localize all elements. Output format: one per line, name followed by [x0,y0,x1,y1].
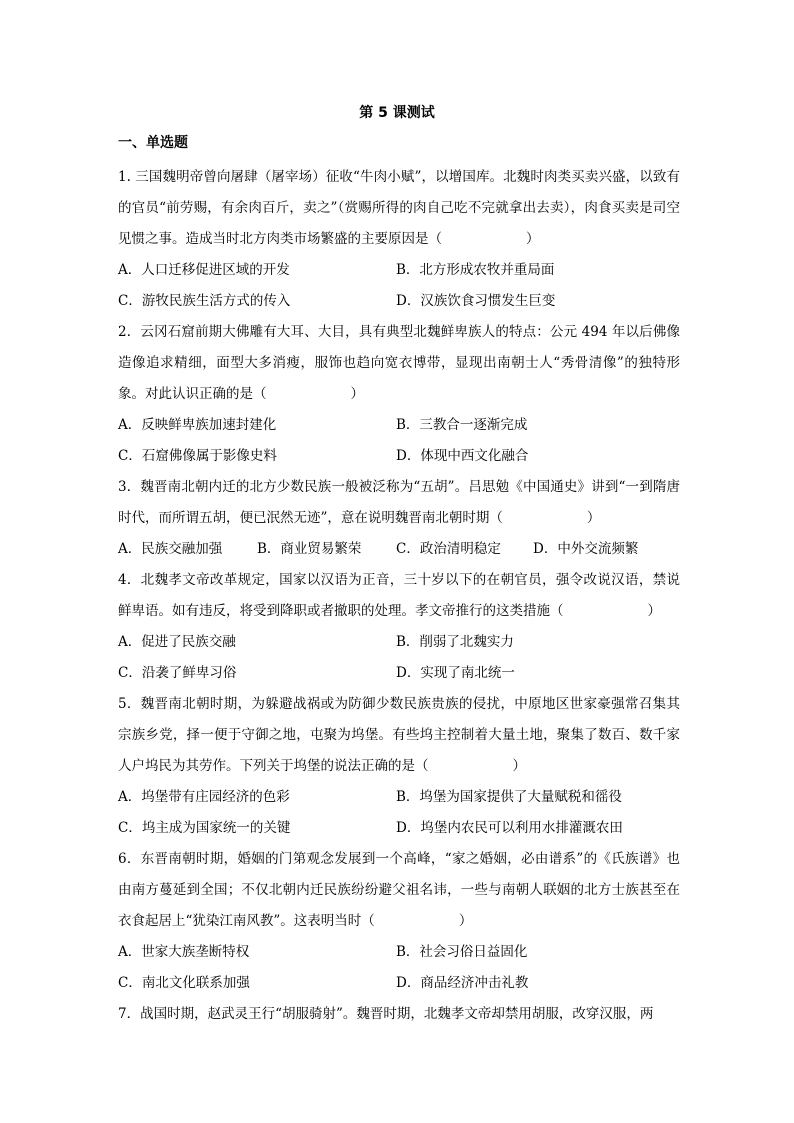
option-c[interactable]: C．石窟佛像属于影像史料 [118,448,277,464]
option-list [118,937,680,999]
question-stem: 6．东晋南朝时期，婚姻的门第观念发展到一个高峰，“家之婚姻，必由谱系”的《氏族谱》也由南方蔓延到全国；不仅北朝内迁民族纷纷避父祖名讳，一些与南朝人联姻的北方士族甚至在衣食起居上“犹染江南风教”。这表明当时（ ） [118,851,680,929]
option-d[interactable]: D．坞堡内农民可以利用水排灌溉农田 [396,820,623,836]
option-a[interactable]: A．人口迁移促进区域的开发 [118,262,290,278]
option-d[interactable]: D．体现中西文化融合 [396,448,529,464]
question-stem: 7．战国时期，赵武灵王行“胡服骑射”。魏晋时期，北魏孝文帝却禁用胡服，改穿汉服，两 [118,1006,654,1022]
option-a[interactable]: A．促进了民族交融 [118,634,236,650]
question-7 [118,999,680,1030]
option-d[interactable]: D．商品经济冲击礼教 [396,975,529,991]
option-d[interactable]: D．实现了南北统一 [396,665,515,681]
question-stem: 2．云冈石窟前期大佛雕有大耳、大目，具有典型北魏鲜卑族人的特点：公元 494 年以后佛像造像追求精细，面型大多消瘦，服饰也趋向宽衣博带，显现出南朝士人“秀骨清像”的独特形象。对此认识正确的是（ ） [118,324,680,402]
option-c[interactable]: C．坞主成为国家统一的关键 [118,820,291,836]
question-stem: 4．北魏孝文帝改革规定，国家以汉语为正音，三十岁以下的在朝官员，强令改说汉语，禁说鲜卑语。如有违反，将受到降职或者撤职的处理。孝文帝推行的这类措施（ ） [118,572,680,619]
question-stem: 5．魏晋南北朝时期，为躲避战祸或为防御少数民族贵族的侵扰，中原地区世家豪强常召集其宗族乡党，择一便于守御之地，屯聚为坞堡。有些坞主控制着大量土地，聚集了数百、数千家人户坞民为其劳作。下列关于坞堡的说法正确的是（ ） [118,696,680,774]
question-5 [118,689,680,844]
question-3 [118,472,680,565]
option-c[interactable]: C．政治清明稳定 [396,541,501,557]
question-6 [118,844,680,999]
option-b[interactable]: B．社会习俗日益固化 [396,944,528,960]
option-c[interactable]: C．南北文化联系加强 [118,975,250,991]
option-list [118,255,680,317]
option-b[interactable]: B．坞堡为国家提供了大量赋税和徭役 [396,789,622,805]
section-heading: 一、单选题 [118,135,188,151]
question-stem: 3．魏晋南北朝内迁的北方少数民族一般被泛称为“五胡”。吕思勉《中国通史》讲到“一到隋唐时代，而所谓五胡，便已泯然无迹”，意在说明魏晋南北朝时期（ ） [118,479,680,526]
option-b[interactable]: B．北方形成农牧并重局面 [396,262,555,278]
option-b[interactable]: B．商业贸易繁荣 [257,541,362,557]
question-1 [118,162,680,317]
option-list [118,410,680,472]
question-4 [118,565,680,689]
option-a[interactable]: A．民族交融加强 [118,541,223,557]
option-list [118,782,680,844]
question-2 [118,317,680,472]
option-b[interactable]: B．削弱了北魏实力 [396,634,514,650]
question-stem: 1. 三国魏明帝曾向屠肆（屠宰场）征收“牛肉小赋”，以增国库。北魏时肉类买卖兴盛，以致有的官员“前劳赐，有余肉百斤，卖之”（赏赐所得的肉自己吃不完就拿出去卖），肉食买卖是司空见惯之事。造成当时北方肉类市场繁盛的主要原因是（ ） [118,169,680,247]
question-list [118,162,680,1030]
option-a[interactable]: A．反映鲜卑族加速封建化 [118,417,277,433]
option-list [118,534,680,565]
option-d[interactable]: D．汉族饮食习惯发生巨变 [396,293,556,309]
option-d[interactable]: D．中外交流频繁 [533,541,639,557]
option-b[interactable]: B．三教合一逐渐完成 [396,417,528,433]
option-a[interactable]: A．坞堡带有庄园经济的色彩 [118,789,290,805]
option-a[interactable]: A．世家大族垄断特权 [118,944,250,960]
page-title: 第 5 课测试 [359,105,435,121]
option-c[interactable]: C．游牧民族生活方式的传入 [118,293,291,309]
option-c[interactable]: C．沿袭了鲜卑习俗 [118,665,237,681]
option-list [118,627,680,689]
